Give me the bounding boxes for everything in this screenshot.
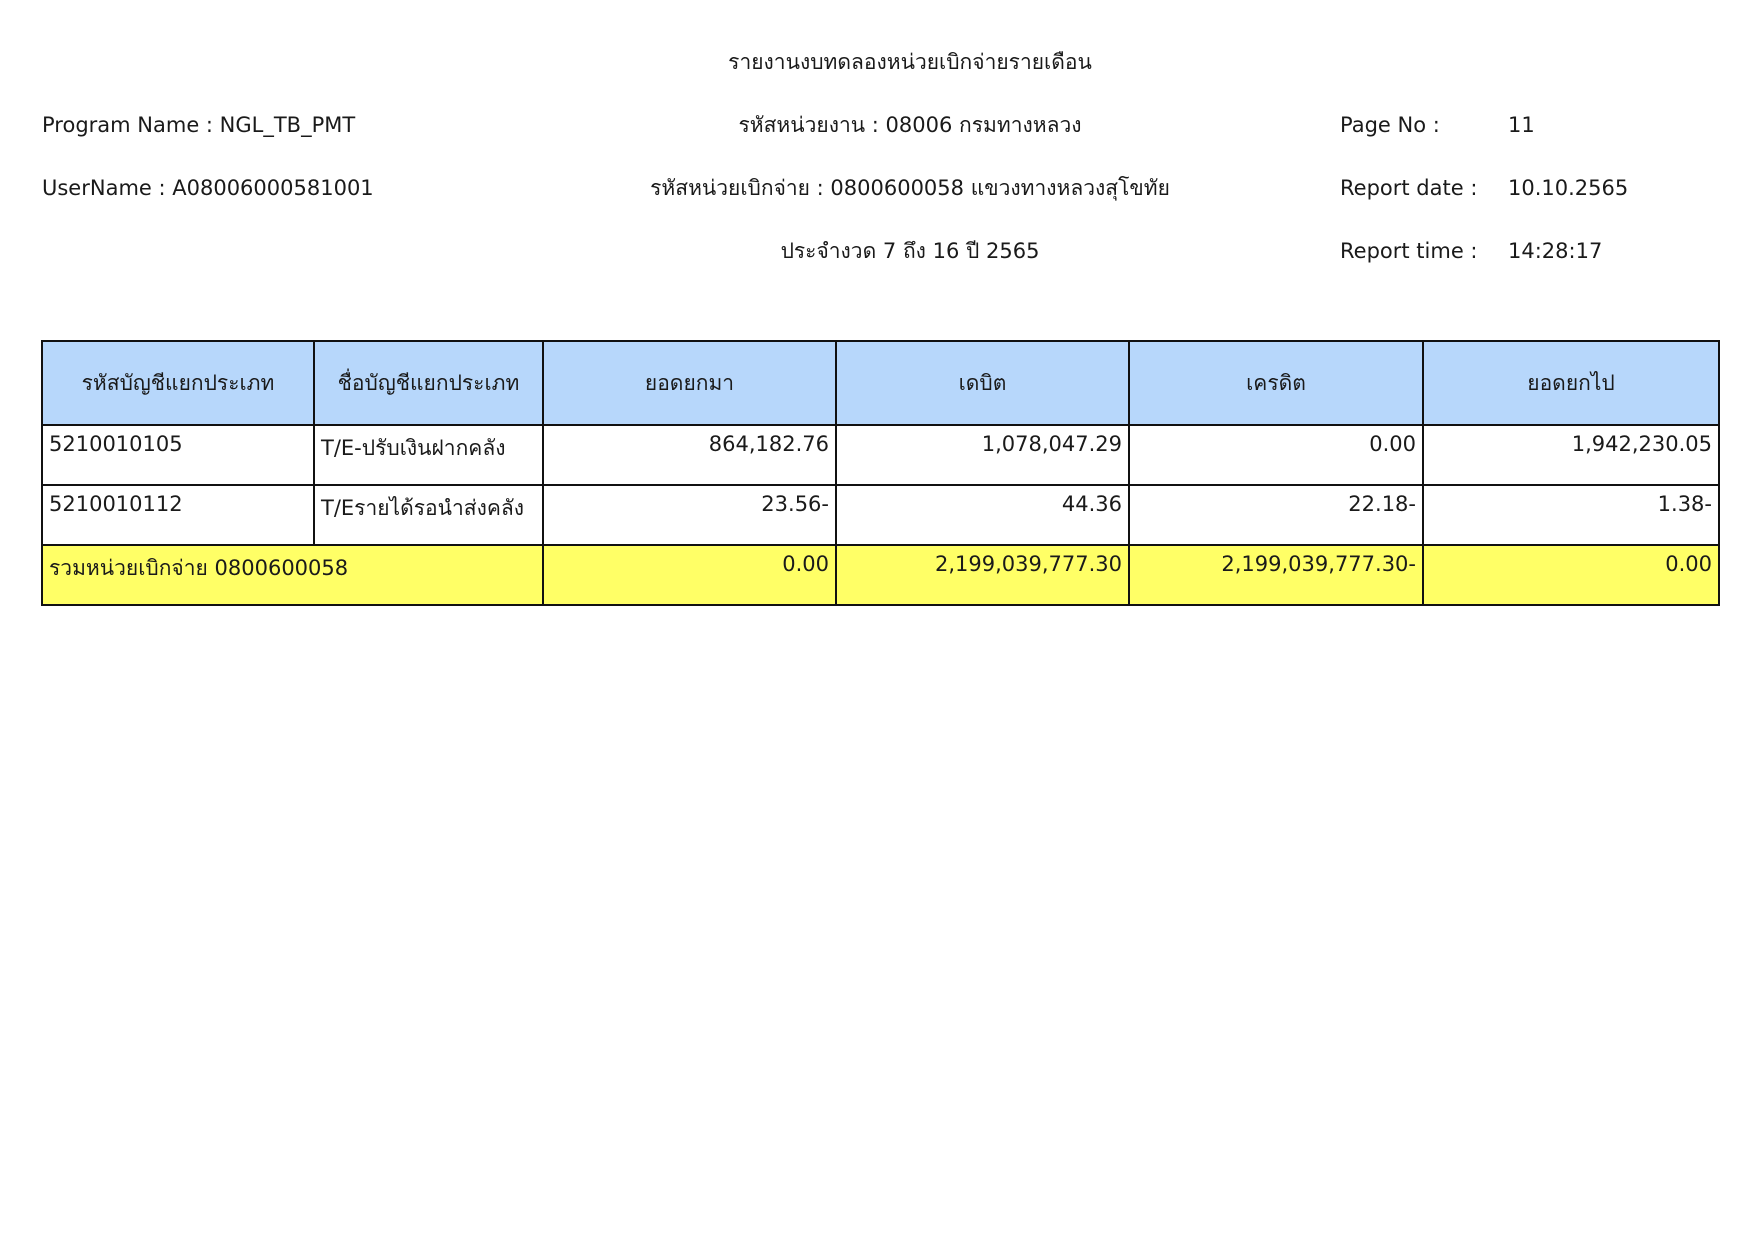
report-date-value: 10.10.2565 [1508,176,1629,200]
total-credit-cell: 2,199,039,777.30- [1129,545,1423,605]
table-row [42,485,1719,545]
report-time-label: Report time : [1340,239,1478,263]
account-name-cell: T/Eรายได้รอนำส่งคลัง [314,485,543,545]
report-time-value: 14:28:17 [1508,239,1603,263]
account-name-cell: T/E-ปรับเงินฝากคลัง [314,425,543,485]
username: UserName : A08006000581001 [42,176,374,200]
column-header-brought-forward: ยอดยกมา [543,341,836,425]
table-row [42,425,1719,485]
page-no-label: Page No : [1340,113,1440,137]
program-name: Program Name : NGL_TB_PMT [42,113,356,137]
page-no-value: 11 [1508,113,1535,137]
debit-cell: 44.36 [836,485,1129,545]
total-carried-forward-cell: 0.00 [1423,545,1719,605]
credit-cell: 0.00 [1129,425,1423,485]
report-period: ประจำงวด 7 ถึง 16 ปี 2565 [780,239,1040,263]
total-debit-cell: 2,199,039,777.30 [836,545,1129,605]
total-brought-forward-cell: 0.00 [543,545,836,605]
carried-forward-cell: 1,942,230.05 [1423,425,1719,485]
total-row [42,545,1719,605]
disbursement-unit-code: รหัสหน่วยเบิกจ่าย : 0800600058 แขวงทางหลวงสุโขทัย [650,176,1170,200]
column-header-credit: เครดิต [1129,341,1423,425]
column-header-account-name: ชื่อบัญชีแยกประเภท [314,341,543,425]
total-label-cell: รวมหน่วยเบิกจ่าย 0800600058 [42,545,543,605]
account-code-cell: 5210010112 [42,485,314,545]
column-header-carried-forward: ยอดยกไป [1423,341,1719,425]
brought-forward-cell: 23.56- [543,485,836,545]
credit-cell: 22.18- [1129,485,1423,545]
report-date-label: Report date : [1340,176,1478,200]
report-title: รายงานงบทดลองหน่วยเบิกจ่ายรายเดือน [728,50,1092,74]
carried-forward-cell: 1.38- [1423,485,1719,545]
account-code-cell: 5210010105 [42,425,314,485]
trial-balance-table [41,340,1720,606]
brought-forward-cell: 864,182.76 [543,425,836,485]
table-header-row [42,341,1719,425]
department-code: รหัสหน่วยงาน : 08006 กรมทางหลวง [738,113,1082,137]
debit-cell: 1,078,047.29 [836,425,1129,485]
column-header-debit: เดบิต [836,341,1129,425]
column-header-account-code: รหัสบัญชีแยกประเภท [42,341,314,425]
